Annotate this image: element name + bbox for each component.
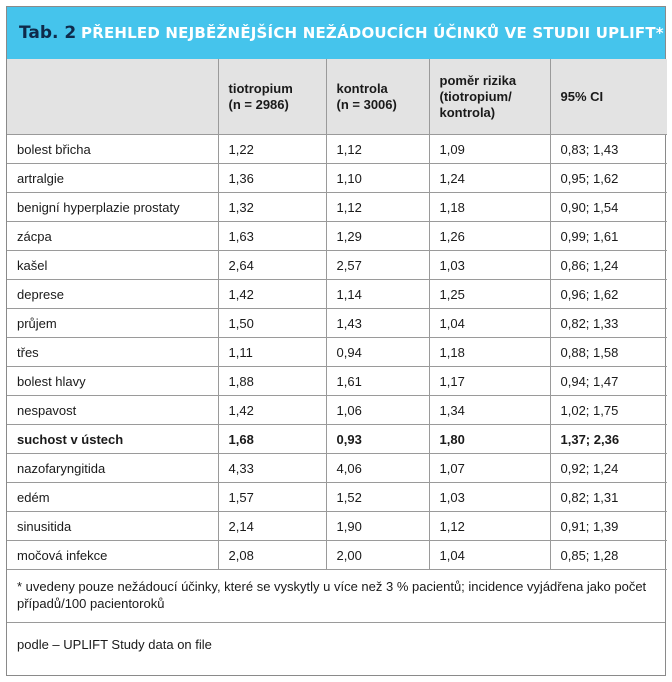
table-row	[7, 193, 667, 222]
cell-kontrola: 1,12	[326, 135, 429, 164]
cell-ci: 0,82; 1,31	[550, 483, 667, 512]
cell-pomer: 1,09	[429, 135, 550, 164]
cell-kontrola: 1,10	[326, 164, 429, 193]
table-row	[7, 222, 667, 251]
table-title: PŘEHLED NEJBĚŽNĚJŠÍCH NEŽÁDOUCÍCH ÚČINKŮ VE STUDII UPLIFT*	[81, 24, 664, 42]
cell-ci: 1,02; 1,75	[550, 396, 667, 425]
cell-ci: 0,99; 1,61	[550, 222, 667, 251]
table-row	[7, 338, 667, 367]
cell-effect: močová infekce	[7, 541, 218, 570]
cell-tiotropium: 1,11	[218, 338, 326, 367]
cell-tiotropium: 1,57	[218, 483, 326, 512]
cell-ci: 0,96; 1,62	[550, 280, 667, 309]
table-row	[7, 164, 667, 193]
cell-ci: 0,91; 1,39	[550, 512, 667, 541]
column-header-effect	[7, 59, 218, 135]
cell-pomer: 1,24	[429, 164, 550, 193]
cell-tiotropium: 1,42	[218, 396, 326, 425]
cell-kontrola: 1,61	[326, 367, 429, 396]
header-line: kontrola	[336, 80, 388, 96]
cell-pomer: 1,17	[429, 367, 550, 396]
table-title-bar	[7, 7, 665, 59]
cell-effect: suchost v ústech	[7, 425, 218, 454]
header-line: (n = 2986)	[228, 96, 289, 112]
cell-pomer: 1,34	[429, 396, 550, 425]
cell-pomer: 1,07	[429, 454, 550, 483]
cell-effect: benigní hyperplazie prostaty	[7, 193, 218, 222]
cell-effect: průjem	[7, 309, 218, 338]
table-row	[7, 251, 667, 280]
cell-tiotropium: 1,32	[218, 193, 326, 222]
cell-effect: bolest hlavy	[7, 367, 218, 396]
cell-effect: nespavost	[7, 396, 218, 425]
cell-tiotropium: 2,08	[218, 541, 326, 570]
header-line: tiotropium	[228, 80, 293, 96]
table-row	[7, 425, 667, 454]
cell-kontrola: 1,29	[326, 222, 429, 251]
cell-tiotropium: 1,50	[218, 309, 326, 338]
cell-tiotropium: 1,36	[218, 164, 326, 193]
table-row	[7, 367, 667, 396]
cell-kontrola: 0,94	[326, 338, 429, 367]
column-header-ci	[550, 59, 667, 135]
column-header-kontrola	[326, 59, 429, 135]
cell-kontrola: 1,43	[326, 309, 429, 338]
table-number: Tab. 2	[19, 23, 77, 43]
table-row	[7, 309, 667, 338]
header-line: (tiotropium/	[439, 88, 512, 104]
cell-ci: 0,86; 1,24	[550, 251, 667, 280]
header-row	[7, 59, 667, 135]
cell-effect: artralgie	[7, 164, 218, 193]
table-row	[7, 396, 667, 425]
cell-tiotropium: 1,88	[218, 367, 326, 396]
cell-pomer: 1,18	[429, 193, 550, 222]
cell-kontrola: 2,00	[326, 541, 429, 570]
cell-effect: deprese	[7, 280, 218, 309]
cell-ci: 0,85; 1,28	[550, 541, 667, 570]
cell-kontrola: 2,57	[326, 251, 429, 280]
cell-pomer: 1,80	[429, 425, 550, 454]
header-line: kontrola)	[439, 104, 496, 120]
table-row	[7, 135, 667, 164]
cell-kontrola: 0,93	[326, 425, 429, 454]
cell-kontrola: 1,52	[326, 483, 429, 512]
table-row	[7, 454, 667, 483]
cell-ci: 0,92; 1,24	[550, 454, 667, 483]
cell-kontrola: 1,90	[326, 512, 429, 541]
cell-tiotropium: 4,33	[218, 454, 326, 483]
cell-effect: edém	[7, 483, 218, 512]
cell-effect: sinusitida	[7, 512, 218, 541]
cell-kontrola: 1,06	[326, 396, 429, 425]
column-header-tiotropium	[218, 59, 326, 135]
cell-pomer: 1,26	[429, 222, 550, 251]
cell-pomer: 1,12	[429, 512, 550, 541]
cell-ci: 0,88; 1,58	[550, 338, 667, 367]
table-row	[7, 280, 667, 309]
cell-kontrola: 1,12	[326, 193, 429, 222]
cell-tiotropium: 1,68	[218, 425, 326, 454]
cell-pomer: 1,03	[429, 251, 550, 280]
cell-effect: nazofaryngitida	[7, 454, 218, 483]
cell-tiotropium: 2,64	[218, 251, 326, 280]
source-note: podle – UPLIFT Study data on file	[17, 637, 212, 652]
cell-effect: kašel	[7, 251, 218, 280]
cell-ci: 1,37; 2,36	[550, 425, 667, 454]
cell-ci: 0,95; 1,62	[550, 164, 667, 193]
cell-pomer: 1,25	[429, 280, 550, 309]
header-line: poměr rizika	[439, 72, 517, 88]
footnote: * uvedeny pouze nežádoucí účinky, které se vyskytly u více než 3 % pacientů; incidence vyjádřena jako počet případů/100 pacientoroků	[7, 570, 665, 623]
cell-tiotropium: 2,14	[218, 512, 326, 541]
adverse-effects-table	[7, 59, 667, 570]
cell-kontrola: 4,06	[326, 454, 429, 483]
cell-tiotropium: 1,63	[218, 222, 326, 251]
cell-effect: bolest břicha	[7, 135, 218, 164]
cell-tiotropium: 1,22	[218, 135, 326, 164]
cell-tiotropium: 1,42	[218, 280, 326, 309]
cell-ci: 0,90; 1,54	[550, 193, 667, 222]
table-row	[7, 541, 667, 570]
cell-ci: 0,94; 1,47	[550, 367, 667, 396]
cell-kontrola: 1,14	[326, 280, 429, 309]
header-line: 95% CI	[560, 88, 604, 104]
header-line: (n = 3006)	[336, 96, 397, 112]
column-header-pomer-rizika	[429, 59, 550, 135]
cell-ci: 0,83; 1,43	[550, 135, 667, 164]
table-row	[7, 512, 667, 541]
table-frame	[6, 6, 666, 676]
cell-ci: 0,82; 1,33	[550, 309, 667, 338]
cell-effect: třes	[7, 338, 218, 367]
cell-pomer: 1,03	[429, 483, 550, 512]
cell-effect: zácpa	[7, 222, 218, 251]
cell-pomer: 1,04	[429, 541, 550, 570]
cell-pomer: 1,04	[429, 309, 550, 338]
table-row	[7, 483, 667, 512]
cell-pomer: 1,18	[429, 338, 550, 367]
